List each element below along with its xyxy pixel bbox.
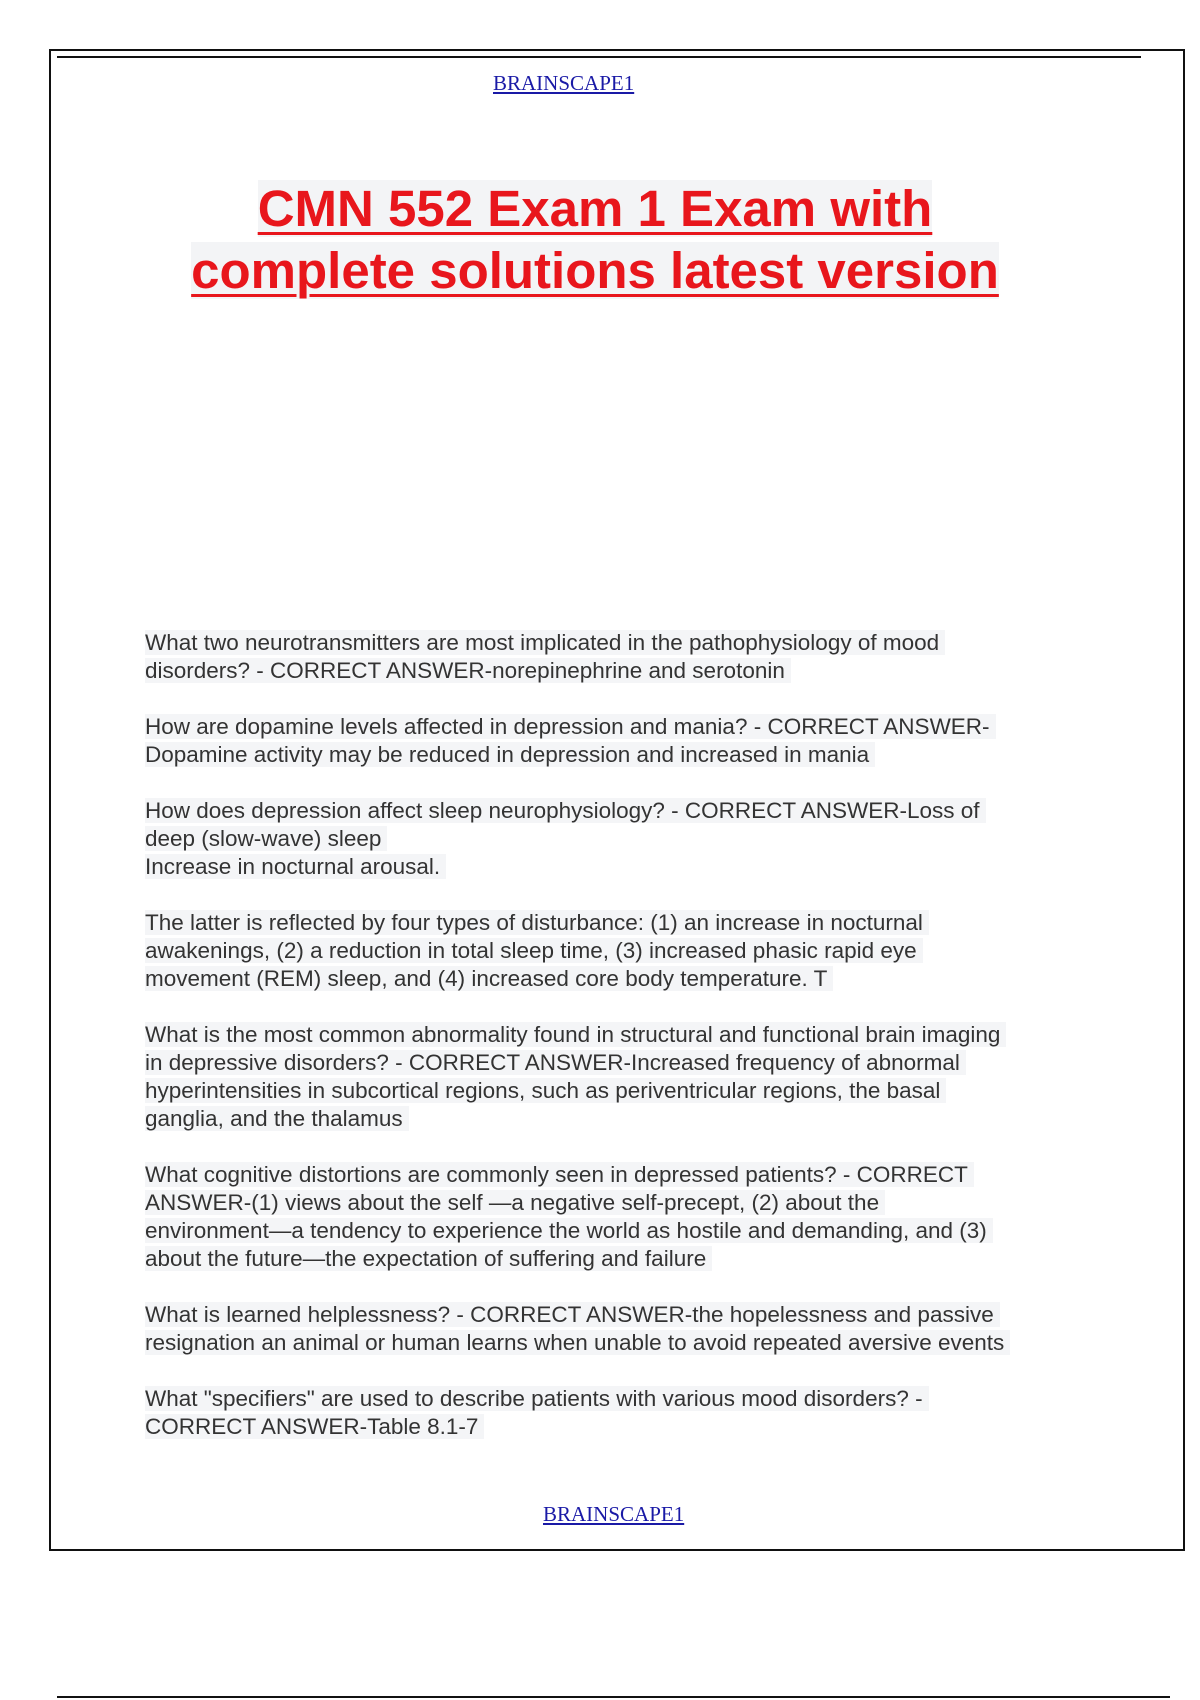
qa-item: [145, 713, 1090, 769]
qa-line: What two neurotransmitters are most implicated in the pathophysiology of mood: [145, 629, 1090, 657]
qa-line: resignation an animal or human learns when unable to avoid repeated aversive events: [145, 1329, 1090, 1357]
qa-line: What is learned helplessness? - CORRECT ANSWER-the hopelessness and passive: [145, 1301, 1090, 1329]
qa-line: environment—a tendency to experience the world as hostile and demanding, and (3): [145, 1217, 1090, 1245]
qa-item: [145, 1301, 1090, 1357]
qa-line: in depressive disorders? - CORRECT ANSWER-Increased frequency of abnormal: [145, 1049, 1090, 1077]
qa-line: ganglia, and the thalamus: [145, 1105, 1090, 1133]
title-line-1: CMN 552 Exam 1 Exam with: [257, 180, 933, 237]
qa-line: Increase in nocturnal arousal.: [145, 853, 1090, 881]
document-title: [150, 178, 1040, 302]
qa-line: awakenings, (2) a reduction in total sleep time, (3) increased phasic rapid eye: [145, 937, 1090, 965]
qa-line: What is the most common abnormality found in structural and functional brain imaging: [145, 1021, 1090, 1049]
qa-item: [145, 1385, 1090, 1441]
qa-line: CORRECT ANSWER-Table 8.1-7: [145, 1413, 1090, 1441]
qa-line: The latter is reflected by four types of disturbance: (1) an increase in nocturnal: [145, 909, 1090, 937]
qa-item: [145, 629, 1090, 685]
qa-item: [145, 1161, 1090, 1273]
qa-line: What "specifiers" are used to describe patients with various mood disorders? -: [145, 1385, 1090, 1413]
title-line-2: complete solutions latest version: [191, 242, 999, 299]
qa-line: hyperintensities in subcortical regions, such as periventricular regions, the basal: [145, 1077, 1090, 1105]
qa-line: deep (slow-wave) sleep: [145, 825, 1090, 853]
qa-line: movement (REM) sleep, and (4) increased core body temperature. T: [145, 965, 1090, 993]
brainscape-header-link[interactable]: BRAINSCAPE1: [493, 71, 635, 95]
qa-line: Dopamine activity may be reduced in depression and increased in mania: [145, 741, 1090, 769]
qa-item: [145, 1021, 1090, 1133]
qa-line: about the future—the expectation of suffering and failure: [145, 1245, 1090, 1273]
qa-line: disorders? - CORRECT ANSWER-norepinephrine and serotonin: [145, 657, 1090, 685]
qa-list: [145, 629, 1090, 1469]
qa-line: How does depression affect sleep neurophysiology? - CORRECT ANSWER-Loss of: [145, 797, 1090, 825]
qa-line: What cognitive distortions are commonly seen in depressed patients? - CORRECT: [145, 1161, 1090, 1189]
qa-line: ANSWER-(1) views about the self —a negative self-precept, (2) about the: [145, 1189, 1090, 1217]
qa-item: [145, 909, 1090, 993]
qa-item: [145, 797, 1090, 881]
bottom-horizontal-rule: [57, 1696, 1170, 1698]
brainscape-footer-link[interactable]: BRAINSCAPE1: [543, 1502, 685, 1526]
qa-line: How are dopamine levels affected in depression and mania? - CORRECT ANSWER-: [145, 713, 1090, 741]
